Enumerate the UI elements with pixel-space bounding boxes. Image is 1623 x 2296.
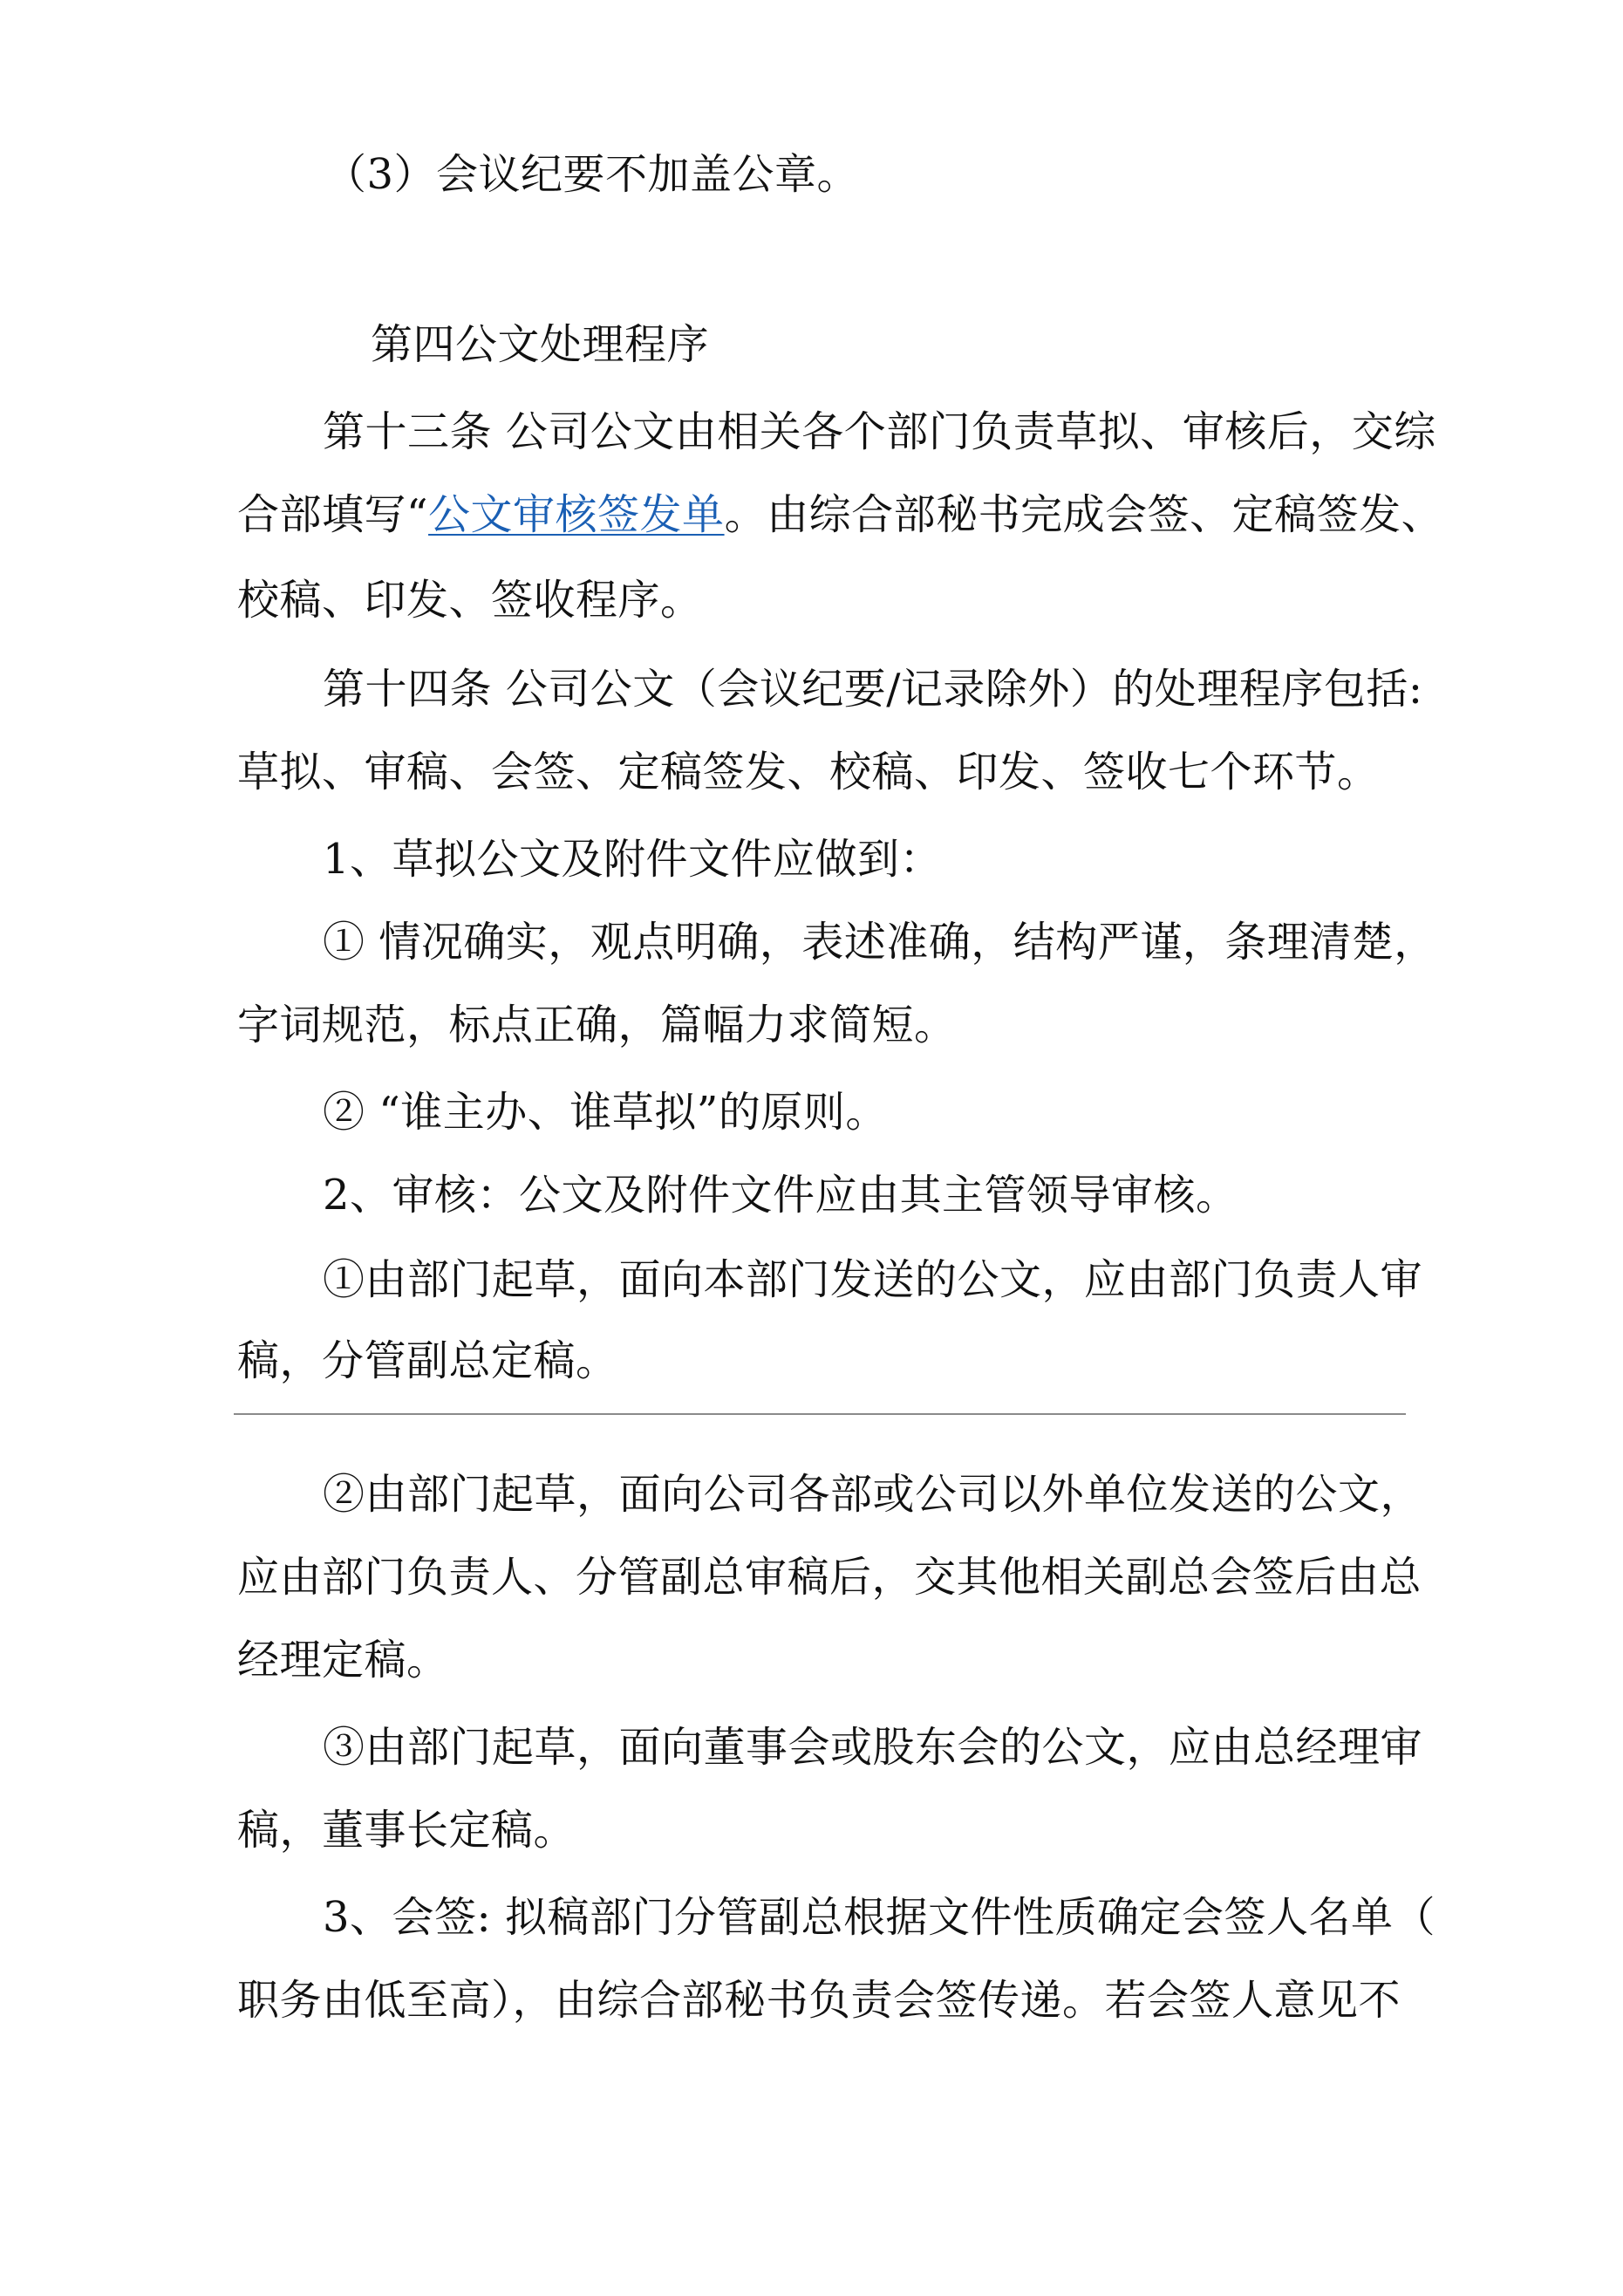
approval-form-link[interactable]: 公文审核签发单 xyxy=(428,490,725,539)
review-point-3-line-1: ③由部门起草，面向董事会或股东会的公文，应由总经理审 xyxy=(323,1723,1423,1772)
countersign-line-1: 3、会签: 拟稿部门分管副总根据文件性质确定会签人名单（ xyxy=(323,1893,1435,1942)
drafting-point-1-line-1: ① 情况确实，观点明确，表述准确，结构严谨，条理清楚， xyxy=(323,918,1436,967)
article-14-line-2: 草拟、审稿、会签、定稿签发、校稿、印发、签收七个环节。 xyxy=(237,748,1380,796)
article-13-line-2-prefix: 合部填写“ xyxy=(237,490,429,539)
review-title: 2、审核：公文及附件文件应由其主管领导审核。 xyxy=(323,1171,1238,1220)
article-14-line-1: 第十四条 公司公文（会议纪要/记录除外）的处理程序包括: xyxy=(323,665,1423,714)
review-point-1-line-1: ①由部门起草，面向本部门发送的公文，应由部门负责人审 xyxy=(323,1255,1423,1304)
page-divider xyxy=(234,1413,1406,1415)
chapter-heading: 第四公文处理程序 xyxy=(371,320,710,369)
drafting-point-1-line-2: 字词规范，标点正确，篇幅力求简短。 xyxy=(237,1001,957,1049)
review-point-2-line-2: 应由部门负责人、分管副总审稿后，交其他相关副总会签后由总 xyxy=(237,1553,1422,1602)
review-point-3-line-2: 稿，董事长定稿。 xyxy=(237,1806,576,1855)
review-point-2-line-3: 经理定稿。 xyxy=(237,1636,449,1684)
article-13-line-1: 第十三条 公司公文由相关各个部门负责草拟、审核后，交综 xyxy=(323,407,1436,456)
countersign-line-2: 职务由低至高），由综合部秘书负责会签传递。若会签人意见不 xyxy=(237,1976,1401,2025)
article-13-line-2 xyxy=(237,489,1444,541)
drafting-title: 1、草拟公文及附件文件应做到： xyxy=(323,835,943,884)
review-point-1-line-2: 稿，分管副总定稿。 xyxy=(237,1336,618,1385)
article-13-line-3: 校稿、印发、签收程序。 xyxy=(237,576,703,625)
review-point-2-line-1: ②由部门起草，面向公司各部或公司以外单位发送的公文， xyxy=(323,1470,1423,1519)
drafting-point-2: ② “谁主办、谁草拟”的原则。 xyxy=(323,1088,888,1137)
item-3-no-seal: （3）会议纪要不加盖公章。 xyxy=(324,150,860,199)
article-13-line-2-suffix: 。由综合部秘书完成会签、定稿签发、 xyxy=(724,490,1444,539)
